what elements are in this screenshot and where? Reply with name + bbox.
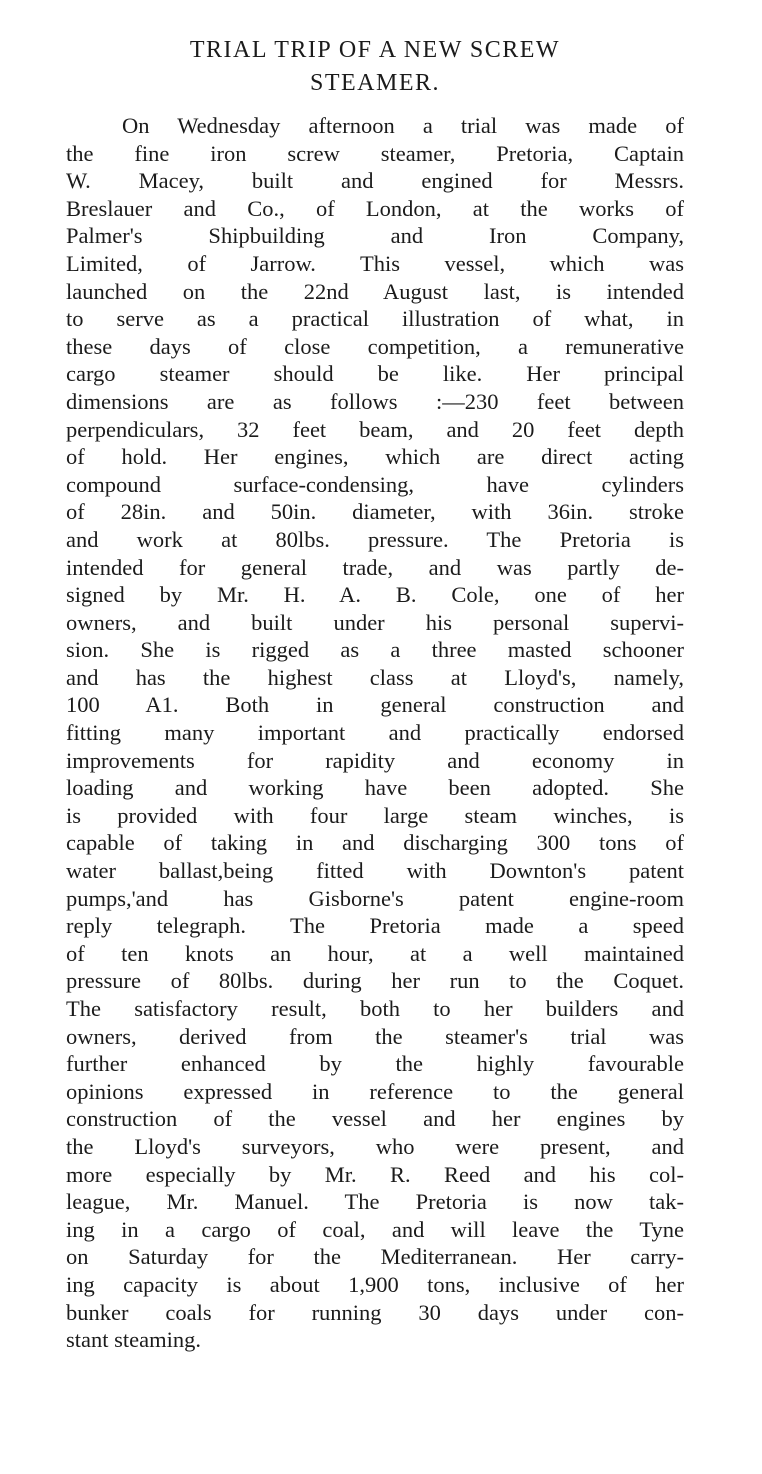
body-line: reply telegraph. The Pretoria made a speed xyxy=(66,913,684,939)
body-line: Breslauer and Co., of London, at the works of xyxy=(66,195,684,221)
body-line: of hold. Her engines, which are direct acting xyxy=(66,444,684,470)
body-line: bunker coals for running 30 days under con- xyxy=(66,1299,684,1325)
body-line: opinions expressed in reference to the general xyxy=(66,1078,684,1104)
body-line: sion. She is rigged as a three masted schooner xyxy=(66,637,684,663)
article-headline xyxy=(66,34,684,100)
body-line: more especially by Mr. R. Reed and his col- xyxy=(66,1161,684,1187)
body-line: owners, derived from the steamer's trial was xyxy=(66,1023,684,1049)
body-line: pressure of 80lbs. during her run to the Coquet. xyxy=(66,968,684,994)
article-body xyxy=(66,112,684,1354)
body-line: capable of taking in and discharging 300 tons of xyxy=(66,830,684,856)
body-line: the Lloyd's surveyors, who were present, and xyxy=(66,1133,684,1159)
body-line: of ten knots an hour, at a well maintained xyxy=(66,940,684,966)
body-line: pumps,'and has Gisborne's patent engine-room xyxy=(66,885,684,911)
body-line: improvements for rapidity and economy in xyxy=(66,747,684,773)
body-line: W. Macey, built and engined for Messrs. xyxy=(66,168,684,194)
body-line: is provided with four large steam winches, is xyxy=(66,802,684,828)
body-line: to serve as a practical illustration of what, in xyxy=(66,306,684,332)
body-line: owners, and built under his personal supervi- xyxy=(66,609,684,635)
body-line: cargo steamer should be like. Her principal xyxy=(66,361,684,387)
body-line: and work at 80lbs. pressure. The Pretoria is xyxy=(66,526,684,552)
body-line: further enhanced by the highly favourable xyxy=(66,1051,684,1077)
body-line: league, Mr. Manuel. The Pretoria is now tak- xyxy=(66,1189,684,1215)
body-line: On Wednesday afternoon a trial was made of xyxy=(122,113,684,138)
body-line: water ballast,being fitted with Downton's patent xyxy=(66,858,684,884)
body-line: signed by Mr. H. A. B. Cole, one of her xyxy=(66,582,684,608)
body-line: dimensions are as follows :—230 feet between xyxy=(66,388,684,414)
body-line: intended for general trade, and was partly de- xyxy=(66,554,684,580)
body-line: loading and working have been adopted. She xyxy=(66,775,684,801)
body-line: and has the highest class at Lloyd's, namely, xyxy=(66,664,684,690)
body-line: these days of close competition, a remunerative xyxy=(66,333,684,359)
body-line: the fine iron screw steamer, Pretoria, Captain xyxy=(66,140,684,166)
body-line: Limited, of Jarrow. This vessel, which was xyxy=(66,250,684,276)
body-line: launched on the 22nd August last, is intended xyxy=(66,278,684,304)
body-line: 100 A1. Both in general construction and xyxy=(66,692,684,718)
body-line: ing capacity is about 1,900 tons, inclusive of her xyxy=(66,1271,684,1297)
body-line: The satisfactory result, both to her builders and xyxy=(66,996,684,1021)
body-line: construction of the vessel and her engines by xyxy=(66,1106,684,1132)
body-line: perpendiculars, 32 feet beam, and 20 feet depth xyxy=(66,416,684,442)
body-line: on Saturday for the Mediterranean. Her carry- xyxy=(66,1244,684,1270)
body-line: compound surface-condensing, have cylinders xyxy=(66,471,684,497)
headline-line: STEAMER. xyxy=(309,70,440,96)
body-line: Palmer's Shipbuilding and Iron Company, xyxy=(66,223,684,249)
body-line: of 28in. and 50in. diameter, with 36in. stroke xyxy=(66,499,684,525)
body-line: fitting many important and practically endorsed xyxy=(66,720,684,746)
headline-line: TRIAL TRIP OF A NEW SCREW xyxy=(189,37,561,63)
body-line: ing in a cargo of coal, and will leave the Tyne xyxy=(66,1216,684,1242)
body-line: stant steaming. xyxy=(66,1327,201,1353)
